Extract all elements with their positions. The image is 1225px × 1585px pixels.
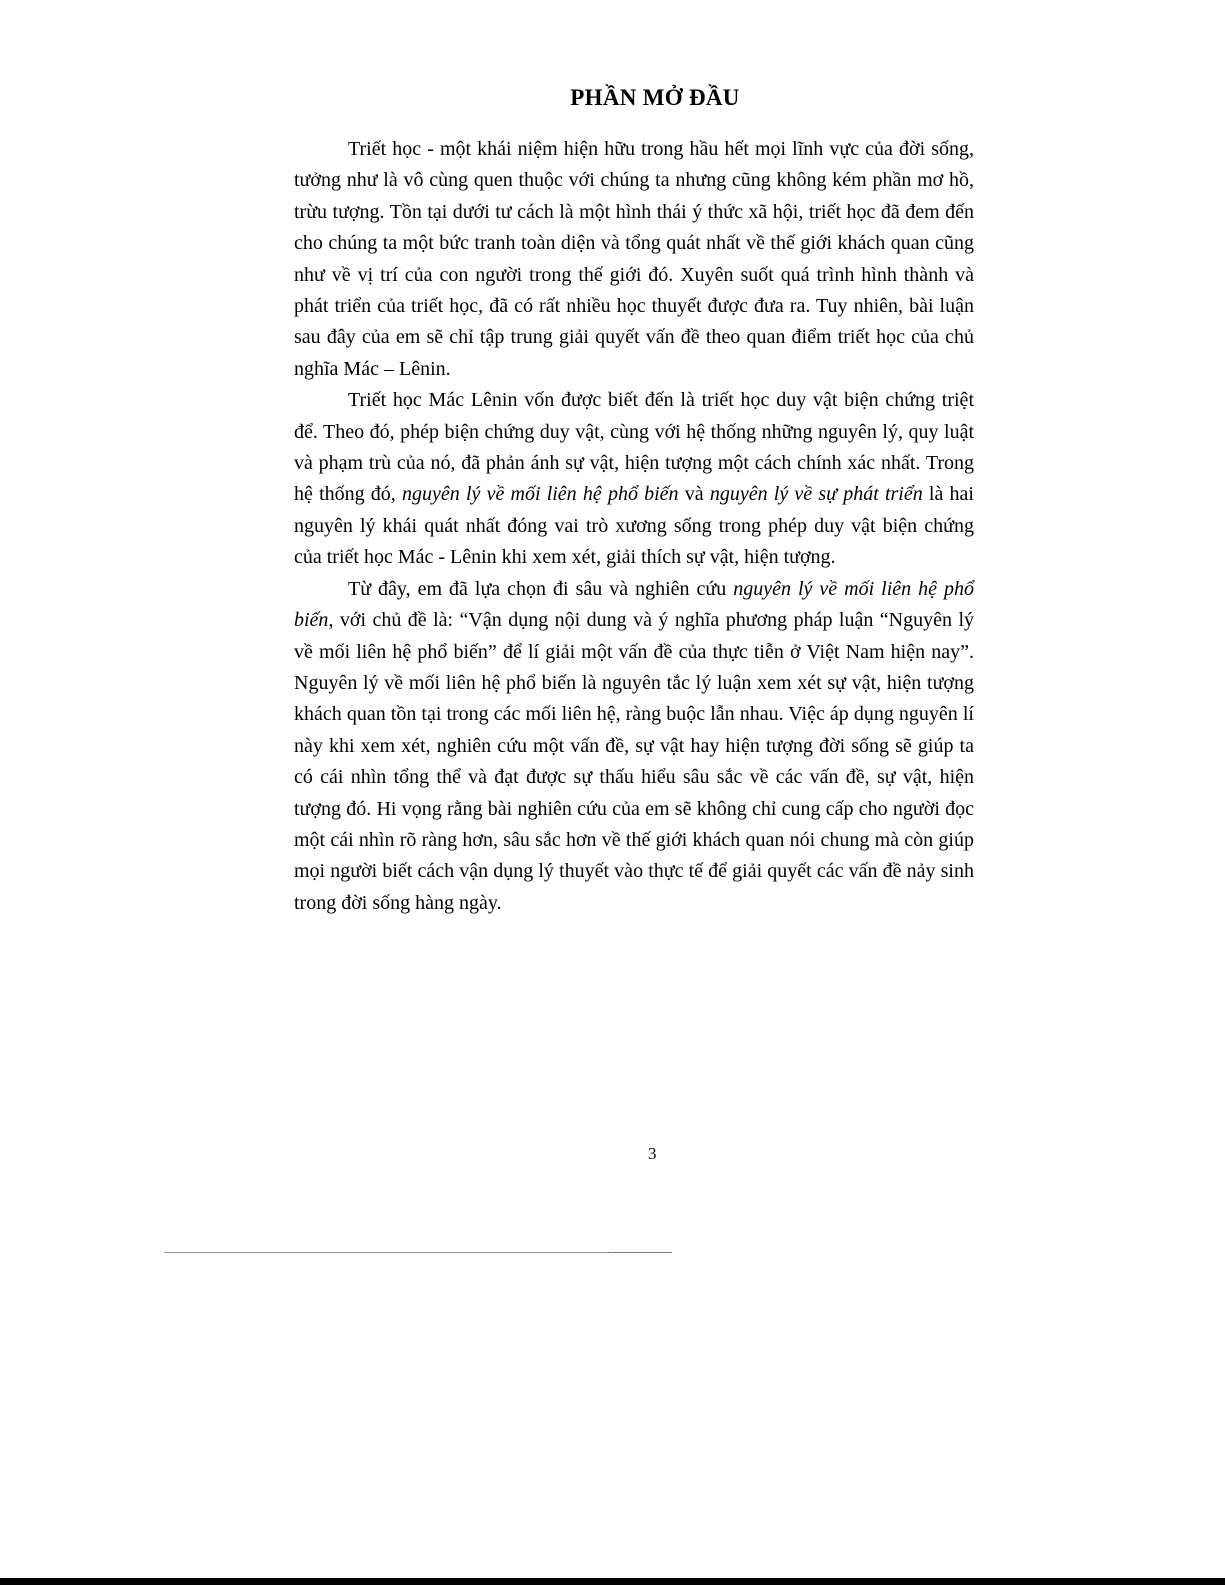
body-text <box>294 134 974 919</box>
paragraph-3-italic-term: nguyên lý về mối liên hệ phổ biến <box>294 577 975 632</box>
paragraph-1 <box>294 134 974 385</box>
page-title: PHẦN MỞ ĐẦU <box>570 85 740 110</box>
footnote-separator <box>164 1252 672 1253</box>
paragraph-2-text-a: Triết học Mác Lênin vốn được biết đến là triết học duy vật biện chứng triệt để. Theo đó, phép biện chứng duy vật, cùng với hệ thống những nguyên lý, quy luật và phạm trù của nó, đã phản ánh sự vật, hiện tượng một cách chính xác nhất. Trong hệ thống đó, <box>294 389 974 506</box>
page-bottom-edge <box>0 1578 1225 1585</box>
paragraph-3-text-c: , với chủ đề là: “Vận dụng nội dung và ý nghĩa phương pháp luận “Nguyên lý về mối liên hệ phổ biến” để lí giải một vấn đề của thực tiễn ở Việt Nam hiện nay”. Nguyên lý về mối liên hệ phổ biến là nguyên tắc lý luận xem xét sự vật, hiện tượng khách quan tồn tại trong các mối liên hệ, ràng buộc lẫn nhau. Việc áp dụng nguyên lí này khi xem xét, nghiên cứu một vấn đề, sự vật hay hiện tượng đời sống sẽ giúp ta có cái nhìn tổng thể và đạt được sự thấu hiểu sâu sắc về các vấn đề, sự vật, hiện tượng đó. Hi vọng rằng bài nghiên cứu của em sẽ không chỉ cung cấp cho người đọc một cái nhìn rõ ràng hơn, sâu sắc hơn về thế giới khách quan nói chung mà còn giúp mọi người biết cách vận dụng lý thuyết vào thực tế để giải quyết các vấn đề nảy sinh trong đời sống hàng ngày. <box>294 609 974 914</box>
paragraph-3 <box>294 574 974 919</box>
paragraph-2-italic-term-2: nguyên lý về sự phát triển <box>709 483 923 506</box>
paragraph-2-text-e: là hai nguyên lý khái quát nhất đóng vai trò xương sống trong phép duy vật biện chứng của triết học Mác - Lênin khi xem xét, giải thích sự vật, hiện tượng. <box>294 483 974 569</box>
paragraph-2-text-c: và <box>678 483 710 506</box>
paragraph-2 <box>294 385 974 573</box>
footnote-separator-tail <box>608 1252 672 1253</box>
paragraph-1-text: Triết học - một khái niệm hiện hữu trong hầu hết mọi lĩnh vực của đời sống, tưởng như là vô cùng quen thuộc với chúng ta nhưng cũng không kém phần mơ hồ, trừu tượng. Tồn tại dưới tư cách là một hình thái ý thức xã hội, triết học đã đem đến cho chúng ta một bức tranh toàn diện và tổng quát nhất về thế giới khách quan cũng như về vị trí của con người trong thế giới đó. Xuyên suốt quá trình hình thành và phát triển của triết học, đã có rất nhiều học thuyết được đưa ra. Tuy nhiên, bài luận sau đây của em sẽ chỉ tập trung giải quyết vấn đề theo quan điểm triết học của chủ nghĩa Mác – Lênin. <box>294 138 974 380</box>
paragraph-2-italic-term-1: nguyên lý về mối liên hệ phổ biến <box>402 483 679 506</box>
paragraph-3-text-a: Từ đây, em đã lựa chọn đi sâu và nghiên cứu <box>348 577 734 600</box>
page-number: 3 <box>648 1144 657 1163</box>
